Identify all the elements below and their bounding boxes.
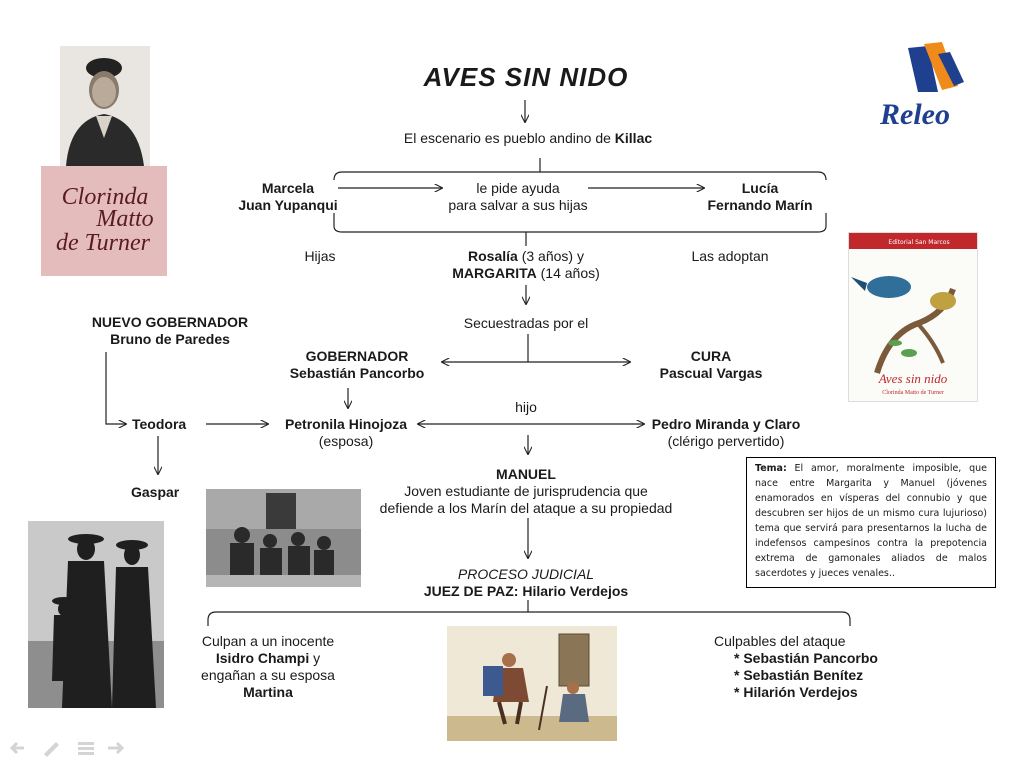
petronila-role: (esposa) bbox=[318, 433, 374, 449]
travelers-svg bbox=[447, 626, 617, 741]
help-text bbox=[448, 180, 587, 214]
cover-publisher: Editorial San Marcos bbox=[888, 239, 950, 246]
petronila-name: Petronila Hinojoza bbox=[284, 416, 408, 432]
new-governor bbox=[92, 314, 248, 348]
teodora: Teodora bbox=[132, 416, 187, 432]
theme-text: El amor, moralmente imposible, que nace entre Margarita y Manuel (jóvenes enamorados en vísperas del connubio y que descubren ser hijos de un mismo cura lujurioso) tema que servirá para presentarnos la lucha de indefensos campesinos contra la prepotencia extrema de gamonales aliados de malos sacerdotes y jueces venales.. bbox=[755, 463, 987, 579]
nav-icons-svg bbox=[8, 738, 132, 758]
author-portrait bbox=[60, 46, 150, 166]
author-card-svg bbox=[41, 166, 167, 276]
governor-name: Sebastián Pancorbo bbox=[289, 365, 425, 381]
cover-author: Clorinda Matto de Turner bbox=[882, 390, 944, 396]
culprit-item: * Sebastián Pancorbo bbox=[734, 650, 878, 666]
previous-slide-icon[interactable] bbox=[12, 743, 24, 753]
pedro bbox=[652, 416, 801, 450]
adoptan-label: Las adoptan bbox=[691, 248, 769, 264]
priest bbox=[660, 348, 763, 382]
left-couple-name1: Marcela bbox=[261, 180, 315, 196]
andean-women-svg bbox=[28, 521, 164, 708]
left-couple-name2: Juan Yupanqui bbox=[238, 197, 338, 213]
manuel bbox=[380, 466, 673, 517]
blame-name2: Martina bbox=[243, 684, 293, 700]
priest-name: Pascual Vargas bbox=[659, 365, 763, 381]
menu-icon[interactable] bbox=[78, 742, 94, 755]
blame-name1: Isidro Champi bbox=[215, 650, 310, 666]
children-photo-svg bbox=[206, 489, 361, 587]
next-slide-icon[interactable] bbox=[108, 743, 122, 753]
blame-line1: Culpan a un inocente bbox=[201, 633, 335, 649]
help-line1: le pide ayuda bbox=[476, 180, 560, 196]
blame-line3: engañan a su esposa bbox=[201, 667, 335, 683]
travelers-illustration bbox=[447, 626, 617, 741]
manuel-line2: defiende a los Marín del ataque a su propiedad bbox=[379, 500, 673, 516]
daughters bbox=[452, 248, 600, 282]
blame-line2: y bbox=[309, 650, 321, 666]
daughter2-name: MARGARITA bbox=[452, 265, 537, 281]
culprits-title: Culpables del ataque bbox=[714, 633, 846, 649]
daughter1-age: (3 años) y bbox=[517, 248, 584, 264]
petronila bbox=[285, 416, 407, 450]
kidnapped-label: Secuestradas por el bbox=[463, 315, 589, 331]
hijas-label: Hijas bbox=[304, 248, 336, 264]
culprit-item: * Sebastián Benítez bbox=[734, 667, 864, 683]
daughter1-name: Rosalía bbox=[468, 248, 518, 264]
book-cover bbox=[848, 232, 978, 402]
process-label: PROCESO JUDICIAL bbox=[457, 566, 595, 582]
hijo-label: hijo bbox=[515, 399, 537, 415]
judge-title: JUEZ DE PAZ bbox=[423, 583, 514, 599]
pen-icon[interactable] bbox=[44, 742, 59, 757]
culprit-item: * Hilarión Verdejos bbox=[734, 684, 858, 700]
author-card-line3: de Turner bbox=[55, 230, 151, 256]
new-governor-name: Bruno de Paredes bbox=[110, 331, 230, 347]
theme-label: Tema: bbox=[755, 463, 787, 474]
left-couple bbox=[238, 180, 337, 214]
priest-title: CURA bbox=[690, 348, 732, 364]
diagram-title: AVES SIN NIDO bbox=[423, 62, 629, 92]
andean-women-photo bbox=[28, 521, 164, 708]
slide-navigation bbox=[8, 738, 132, 763]
setting-line bbox=[404, 130, 652, 147]
help-line2: para salvar a sus hijas bbox=[448, 197, 588, 213]
gaspar: Gaspar bbox=[131, 484, 180, 500]
judicial-process bbox=[424, 566, 628, 600]
setting-place: Killac bbox=[614, 130, 653, 146]
children-photo bbox=[206, 489, 361, 587]
setting-prefix: El escenario es pueblo andino de bbox=[403, 130, 615, 146]
pedro-name: Pedro Miranda y Claro bbox=[651, 416, 801, 432]
author-name-card bbox=[41, 166, 167, 276]
cover-title: Aves sin nido bbox=[878, 371, 948, 386]
pedro-role: (clérigo pervertido) bbox=[667, 433, 785, 449]
book-cover-svg bbox=[849, 233, 977, 401]
blame-block bbox=[197, 633, 339, 701]
daughter2-age: (14 años) bbox=[536, 265, 600, 281]
governor-title: GOBERNADOR bbox=[305, 348, 409, 364]
right-couple-name1: Lucía bbox=[741, 180, 779, 196]
manuel-name: MANUEL bbox=[496, 466, 556, 482]
portrait-drawing bbox=[60, 46, 150, 166]
culprits-block bbox=[714, 633, 878, 701]
theme-box bbox=[746, 457, 996, 588]
author-card-line1: Clorinda bbox=[61, 184, 149, 210]
publisher-logo bbox=[872, 40, 972, 132]
new-governor-title: NUEVO GOBERNADOR bbox=[91, 314, 249, 330]
author-card-line2: Matto bbox=[96, 206, 154, 232]
manuel-line1: Joven estudiante de jurisprudencia que bbox=[404, 483, 648, 499]
publisher-name: Releo bbox=[880, 98, 950, 131]
right-couple bbox=[707, 180, 812, 214]
governor bbox=[290, 348, 425, 382]
judge-name: : Hilario Verdejos bbox=[513, 583, 629, 599]
right-couple-name2: Fernando Marín bbox=[707, 197, 813, 213]
publisher-logo-svg bbox=[872, 40, 972, 132]
